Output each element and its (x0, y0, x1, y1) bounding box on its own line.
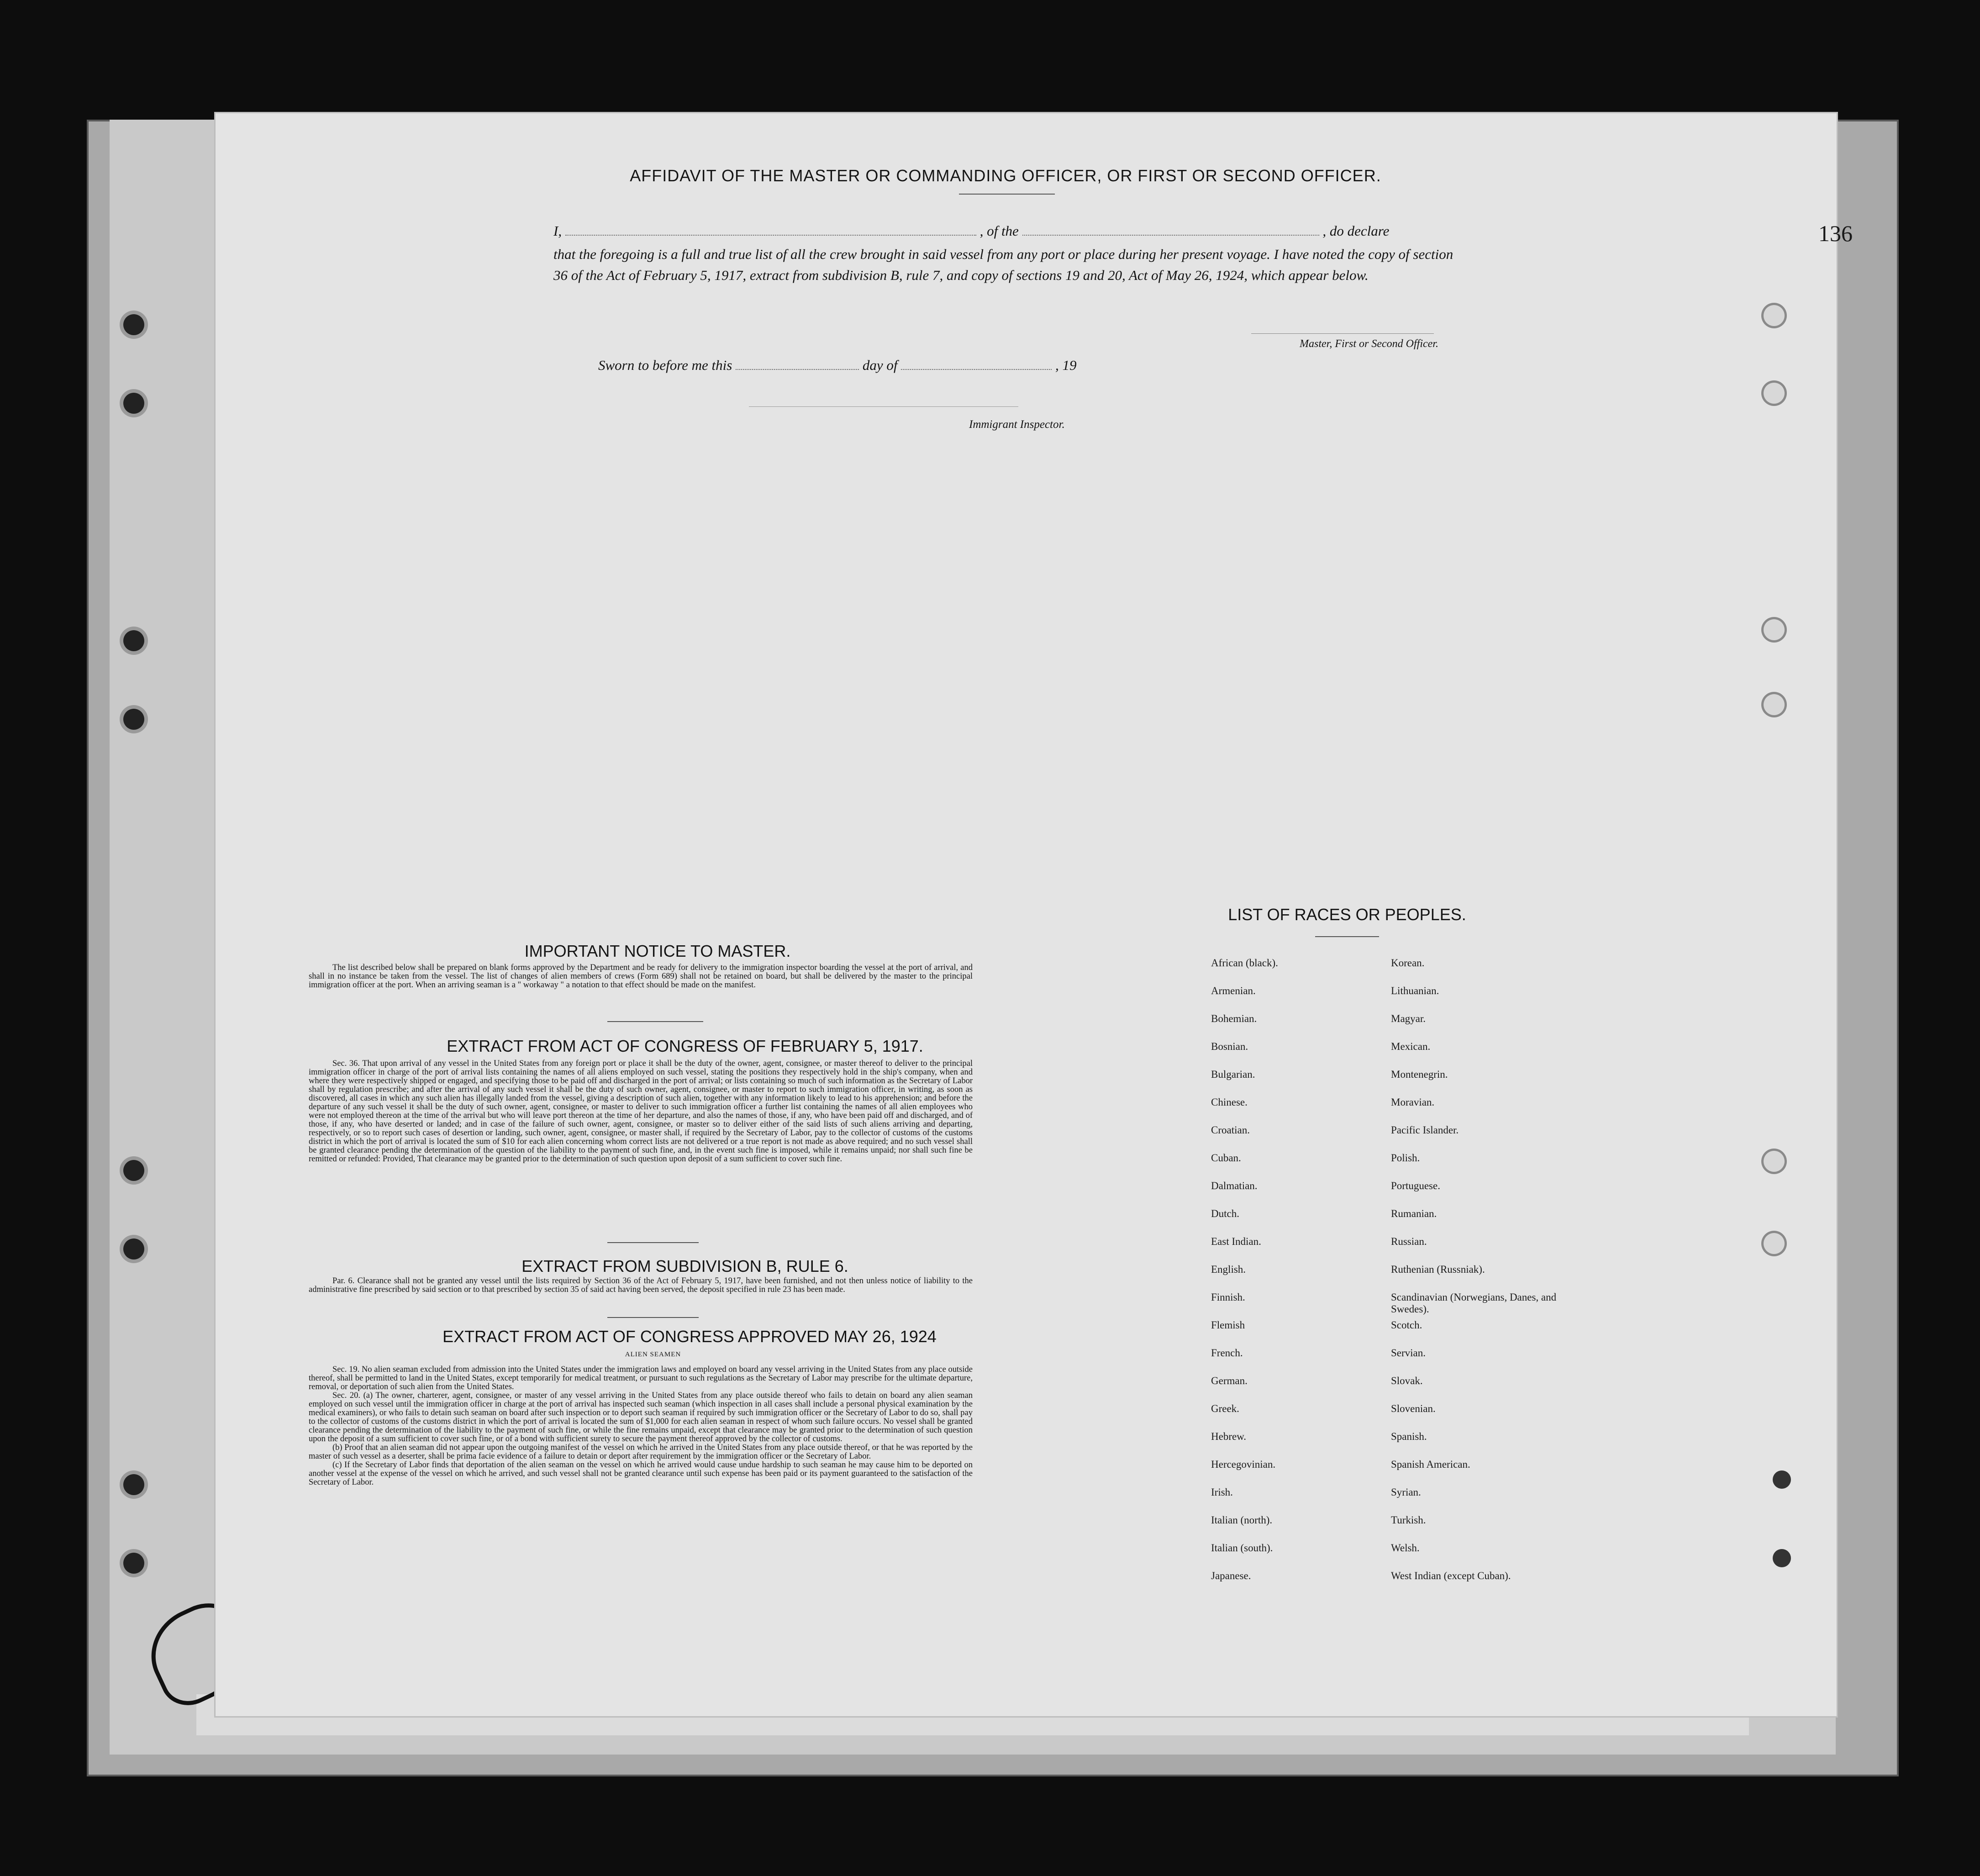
page-number: 136 (1818, 221, 1853, 246)
race-item: Ruthenian (Russniak). (1391, 1264, 1485, 1275)
extract-1917-text: Sec. 36. That upon arrival of any vessel in the United States from any foreign port or place it shall be the duty of the owner, agent, consignee, or master thereof to deliver to the principal immigration officer in charge of the port of arrival lists containing the names of all aliens employed on such vessel, stating the positions they respectively hold in the ship's company, when and where they were respectively shipped or engaged, and specifying those to be paid off and discharged in the port of arrival; or lists containing so much of such information as the Secretary of Labor shall by regulation prescribe; and after the arrival of any such vessel it shall be the duty of such owner, agent, consignee, or master to report to such immigration officer, in writing, as soon as discovered, all cases in which any such alien has illegally landed from the vessel, giving a description of such alien, together with any information likely to lead to his apprehension; and before the departure of any such vessel it shall be the duty of such owner, agent, consignee, or master to deliver to such immigration officer a further list containing the names of all alien employees who were not employed thereon at the time of the arrival but who will leave port thereon at the time of her departure, and also the names of those, if any, who have been paid off and discharged, and of those, if any, who have deserted or landed; and in case of the failure of such owner, agent, consignee, or master so to deliver either of the said lists of such aliens arriving and departing, respectively, or so to report such cases of desertion or landing, such owner, agent, consignee, or master shall, if required by the Secretary of Labor, pay to the collector of customs of the customs district in which the port of arrival is located the sum of $10 for each alien concerning whom correct lists are not delivered or a true report is not made as above required; and no such vessel shall be granted clearance pending the determination of the question of the liability to the payment of such fine, and, in the event such fine is imposed, while it remains unpaid; nor shall such fine be remitted or refunded: Provided, That clearance may be granted prior to the determination of such question upon deposit of a sum sufficient to cover such fine. (309, 1059, 973, 1164)
section-20c-text: (c) If the Secretary of Labor finds that deportation of the alien seaman on the vessel on which he arrived would cause undue hardship to such seaman he may cause him to be deported on another vessel at the expense of the vessel on which he arrived, and such vessel shall not be granted clearance until such expense has been paid or its payment guaranteed to the satisfaction of the Secretary of Labor. (309, 1460, 973, 1487)
race-item: Portuguese. (1391, 1180, 1440, 1191)
extract-1924-heading: EXTRACT FROM ACT OF CONGRESS APPROVED MAY 26, 1924 (442, 1327, 937, 1346)
race-item: Italian (south). (1211, 1542, 1273, 1554)
race-item: Bulgarian. (1211, 1069, 1255, 1080)
race-item: Pacific Islander. (1391, 1124, 1459, 1136)
race-item: French. (1211, 1347, 1243, 1359)
binder-hole-icon (123, 1238, 144, 1259)
race-item: West Indian (except Cuban). (1391, 1570, 1511, 1581)
race-item: Flemish (1211, 1319, 1245, 1331)
race-item: Slovak. (1391, 1375, 1423, 1386)
race-item: Spanish American. (1391, 1459, 1470, 1470)
sworn-line (598, 357, 1192, 374)
extract-rule6-heading: EXTRACT FROM SUBDIVISION B, RULE 6. (521, 1257, 848, 1275)
inspector-signature-line[interactable] (749, 406, 1018, 407)
sworn-day-label: day of (862, 357, 898, 373)
races-list-right (1391, 957, 1583, 1598)
binder-hole-icon (1764, 1151, 1785, 1172)
race-item: Dutch. (1211, 1208, 1239, 1219)
race-item: Irish. (1211, 1486, 1233, 1498)
race-item: Greek. (1211, 1403, 1239, 1414)
affidavit-heading: AFFIDAVIT OF THE MASTER OR COMMANDING OFFICER, OR FIRST OR SECOND OFFICER. (630, 166, 1381, 185)
binder-hole-icon (1764, 305, 1785, 326)
race-item: Mexican. (1391, 1041, 1431, 1052)
binder-hole-icon (1764, 383, 1785, 404)
binder-hole-icon (1764, 1233, 1785, 1254)
binder-hole-icon (1773, 1549, 1791, 1567)
binder-hole-icon (123, 1474, 144, 1495)
race-item: German. (1211, 1375, 1248, 1386)
race-item: Finnish. (1211, 1291, 1245, 1303)
race-item: Italian (north). (1211, 1514, 1273, 1526)
binder-hole-icon (123, 1553, 144, 1574)
affidavit-declaration-line (553, 223, 1458, 239)
binder-hole-icon (1764, 619, 1785, 640)
race-item: Spanish. (1391, 1431, 1427, 1442)
race-item: Welsh. (1391, 1542, 1420, 1554)
declarant-name-field[interactable] (565, 235, 976, 236)
signature-line[interactable] (1251, 333, 1434, 334)
race-item: Servian. (1391, 1347, 1426, 1359)
race-item: East Indian. (1211, 1236, 1261, 1247)
declarant-prefix: I, (553, 223, 562, 239)
race-item: Montenegrin. (1391, 1069, 1448, 1080)
divider (607, 1021, 703, 1022)
race-item: Cuban. (1211, 1152, 1241, 1164)
extract-rule6-text: Par. 6. Clearance shall not be granted any vessel until the lists required by Section 36 of the Act of February 5, 1917, have been furnished, and not then unless notice of liability to the administrative fine prescribed by said section or to that prescribed by section 35 of said act having been served, the deposit specified in rule 23 has been made. (309, 1276, 973, 1294)
divider (607, 1317, 699, 1318)
race-item: Bosnian. (1211, 1041, 1248, 1052)
race-item: Armenian. (1211, 985, 1256, 996)
race-item: English. (1211, 1264, 1246, 1275)
notice-text: The list described below shall be prepared on blank forms approved by the Department and be ready for delivery to the immigration inspector boarding the vessel at the port of arrival, and shall in no instance be taken from the vessel. The list of changes of alien members of crews (Form 689) shall not be retained on board, but shall be delivered by the master to the principal immigration officer at the port. When an arriving seaman is a " workaway " a notation to that effect should be made on the manifest. (309, 963, 973, 990)
race-item: Rumanian. (1391, 1208, 1437, 1219)
race-item: Bohemian. (1211, 1013, 1257, 1024)
races-list-left (1211, 957, 1366, 1598)
binder-hole-icon (123, 1160, 144, 1181)
section-20a-text: Sec. 20. (a) The owner, charterer, agent, consignee, or master of any vessel arriving in the United States from any place outside thereof who fails to detain on board any alien seaman employed on such vessel until the immigration officer in charge at the port of arrival has inspected such seaman (which inspection in all cases shall include a personal physical examination by the medical examiners), or who fails to detain such seaman on board after such inspection or to deport such seaman if required by such immigration officer or the Secretary of Labor to do so, shall pay to the collector of customs of the customs district in which the port of arrival is located the sum of $1,000 for each alien seaman in respect of whom such failure occurs. No vessel shall be granted clearance pending the determination of the liability to the payment of such fine, or while the fine remains unpaid, except that clearance may be granted prior to the determination of such question upon the deposit of a sum sufficient to cover such fine, or of a bond with sufficient surety to secure the payment thereof approved by the collector of customs. (309, 1391, 973, 1444)
extract-1917-heading: EXTRACT FROM ACT OF CONGRESS OF FEBRUARY 5, 1917. (447, 1037, 923, 1055)
section-20b-text: (b) Proof that an alien seaman did not appear upon the outgoing manifest of the vessel on which he arrived in the United States from any place outside thereof, or that he was reported by the master of such vessel as a deserter, shall be prima facie evidence of a failure to detain or deport after requirement by the immigration officer or the Secretary of Labor. (309, 1443, 973, 1461)
race-item: Hercegovinian. (1211, 1459, 1276, 1470)
affidavit-paragraph: that the foregoing is a full and true list of all the crew brought in said vessel from any port or place during her present voyage. I have noted the copy of section 36 of the Act of February 5, 1917, extract from subdivision B, rule 7, and copy of sections 19 and 20, Act of May 26, 1924, which appear below. (553, 246, 1453, 283)
alien-seamen-subheading: ALIEN SEAMEN (625, 1351, 681, 1358)
binder-hole-icon (123, 709, 144, 730)
race-item: Scandinavian (Norwegians, Danes, and Swedes). (1391, 1291, 1557, 1315)
vessel-name-field[interactable] (1022, 235, 1319, 236)
race-item: Syrian. (1391, 1486, 1421, 1498)
race-item: Japanese. (1211, 1570, 1251, 1581)
races-heading: LIST OF RACES OR PEOPLES. (1228, 905, 1466, 924)
race-item: African (black). (1211, 957, 1278, 969)
race-item: Scotch. (1391, 1319, 1422, 1331)
vessel-prefix: , of the (979, 223, 1019, 239)
race-item: Dalmatian. (1211, 1180, 1258, 1191)
sworn-prefix: Sworn to before me this (598, 357, 732, 373)
divider (1315, 936, 1379, 937)
race-item: Slovenian. (1391, 1403, 1436, 1414)
race-item: Hebrew. (1211, 1431, 1247, 1442)
race-item: Turkish. (1391, 1514, 1426, 1526)
divider (607, 1242, 699, 1243)
binder-hole-icon (123, 393, 144, 414)
binder-hole-icon (1773, 1470, 1791, 1489)
race-item: Chinese. (1211, 1096, 1248, 1108)
sworn-month-field[interactable] (901, 369, 1052, 370)
binder-hole-icon (123, 630, 144, 651)
sworn-year: , 19 (1055, 357, 1077, 373)
sworn-day-field[interactable] (736, 369, 859, 370)
race-item: Polish. (1391, 1152, 1420, 1164)
binder-hole-icon (1764, 694, 1785, 715)
notice-heading: IMPORTANT NOTICE TO MASTER. (524, 942, 791, 960)
race-item: Magyar. (1391, 1013, 1426, 1024)
master-signature-label: Master, First or Second Officer. (1300, 338, 1438, 350)
race-item: Moravian. (1391, 1096, 1435, 1108)
race-item: Lithuanian. (1391, 985, 1439, 996)
declare-suffix: , do declare (1322, 223, 1390, 239)
race-item: Korean. (1391, 957, 1425, 969)
race-item: Russian. (1391, 1236, 1427, 1247)
binder-hole-icon (123, 314, 144, 335)
race-item: Croatian. (1211, 1124, 1250, 1136)
inspector-label: Immigrant Inspector. (969, 418, 1065, 431)
section-19-text: Sec. 19. No alien seaman excluded from admission into the United States under the immigration laws and employed on board any vessel arriving in the United States from any place outside thereof, shall be permitted to land in the United States, except temporarily for medical treatment, or pursuant to such regulations as the Secretary of Labor may prescribe for the ultimate departure, removal, or deportation of such alien from the United States. (309, 1365, 973, 1391)
divider (959, 194, 1055, 195)
extract-1924-text (309, 1365, 973, 1487)
